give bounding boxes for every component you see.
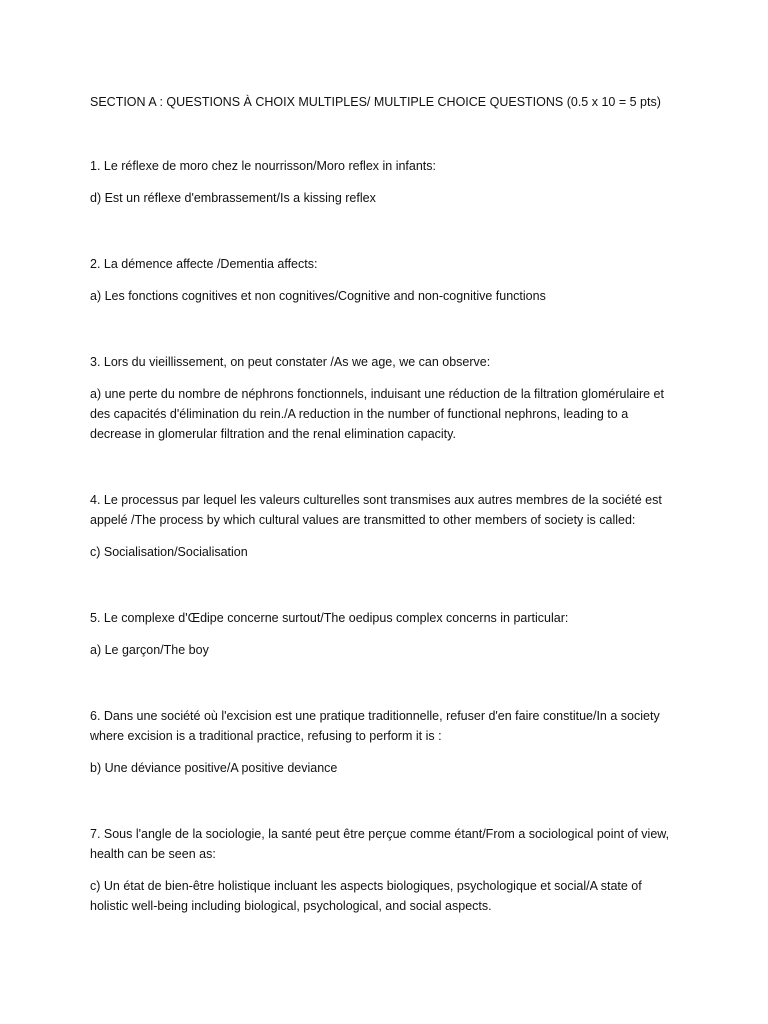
question-block-7 bbox=[90, 824, 680, 916]
answer-text: c) Un état de bien-être holistique incluant les aspects biologiques, psychologique et social/A state of holistic well-being including biological, psychological, and social aspects. bbox=[90, 879, 642, 913]
question-text: 5. Le complexe d'Œdipe concerne surtout/The oedipus complex concerns in particular: bbox=[90, 611, 569, 625]
answer-text: a) Le garçon/The boy bbox=[90, 643, 209, 657]
question-block-1 bbox=[90, 156, 680, 208]
question-block-2 bbox=[90, 254, 680, 306]
answer-text: a) une perte du nombre de néphrons fonctionnels, induisant une réduction de la filtration glomérulaire et des capacités d'élimination du rein./A reduction in the number of functional nephrons, leading to a decrease in glomerular filtration and the renal elimination capacity. bbox=[90, 387, 664, 441]
question-text: 7. Sous l'angle de la sociologie, la santé peut être perçue comme étant/From a sociological point of view, health can be seen as: bbox=[90, 827, 670, 861]
question-text: 1. Le réflexe de moro chez le nourrisson/Moro reflex in infants: bbox=[90, 159, 437, 173]
question-text: 3. Lors du vieillissement, on peut constater /As we age, we can observe: bbox=[90, 355, 491, 369]
question-text: 2. La démence affecte /Dementia affects: bbox=[90, 257, 318, 271]
question-text: 6. Dans une société où l'excision est une pratique traditionnelle, refuser d'en faire constitue/In a society where excision is a traditional practice, refusing to perform it is : bbox=[90, 709, 660, 743]
question-block-4 bbox=[90, 490, 680, 562]
document-page bbox=[90, 92, 680, 962]
question-block-5 bbox=[90, 608, 680, 660]
answer-text: d) Est un réflexe d'embrassement/Is a kissing reflex bbox=[90, 191, 376, 205]
answer-text: c) Socialisation/Socialisation bbox=[90, 545, 248, 559]
question-text: 4. Le processus par lequel les valeurs culturelles sont transmises aux autres membres de la société est appelé /The process by which cultural values are transmitted to other members of society is called: bbox=[90, 493, 662, 527]
answer-text: a) Les fonctions cognitives et non cognitives/Cognitive and non-cognitive functions bbox=[90, 289, 546, 303]
question-block-3 bbox=[90, 352, 680, 444]
answer-text: b) Une déviance positive/A positive deviance bbox=[90, 761, 338, 775]
section-title: SECTION A : QUESTIONS À CHOIX MULTIPLES/ MULTIPLE CHOICE QUESTIONS (0.5 x 10 = 5 pts) bbox=[90, 95, 661, 109]
question-block-6 bbox=[90, 706, 680, 778]
